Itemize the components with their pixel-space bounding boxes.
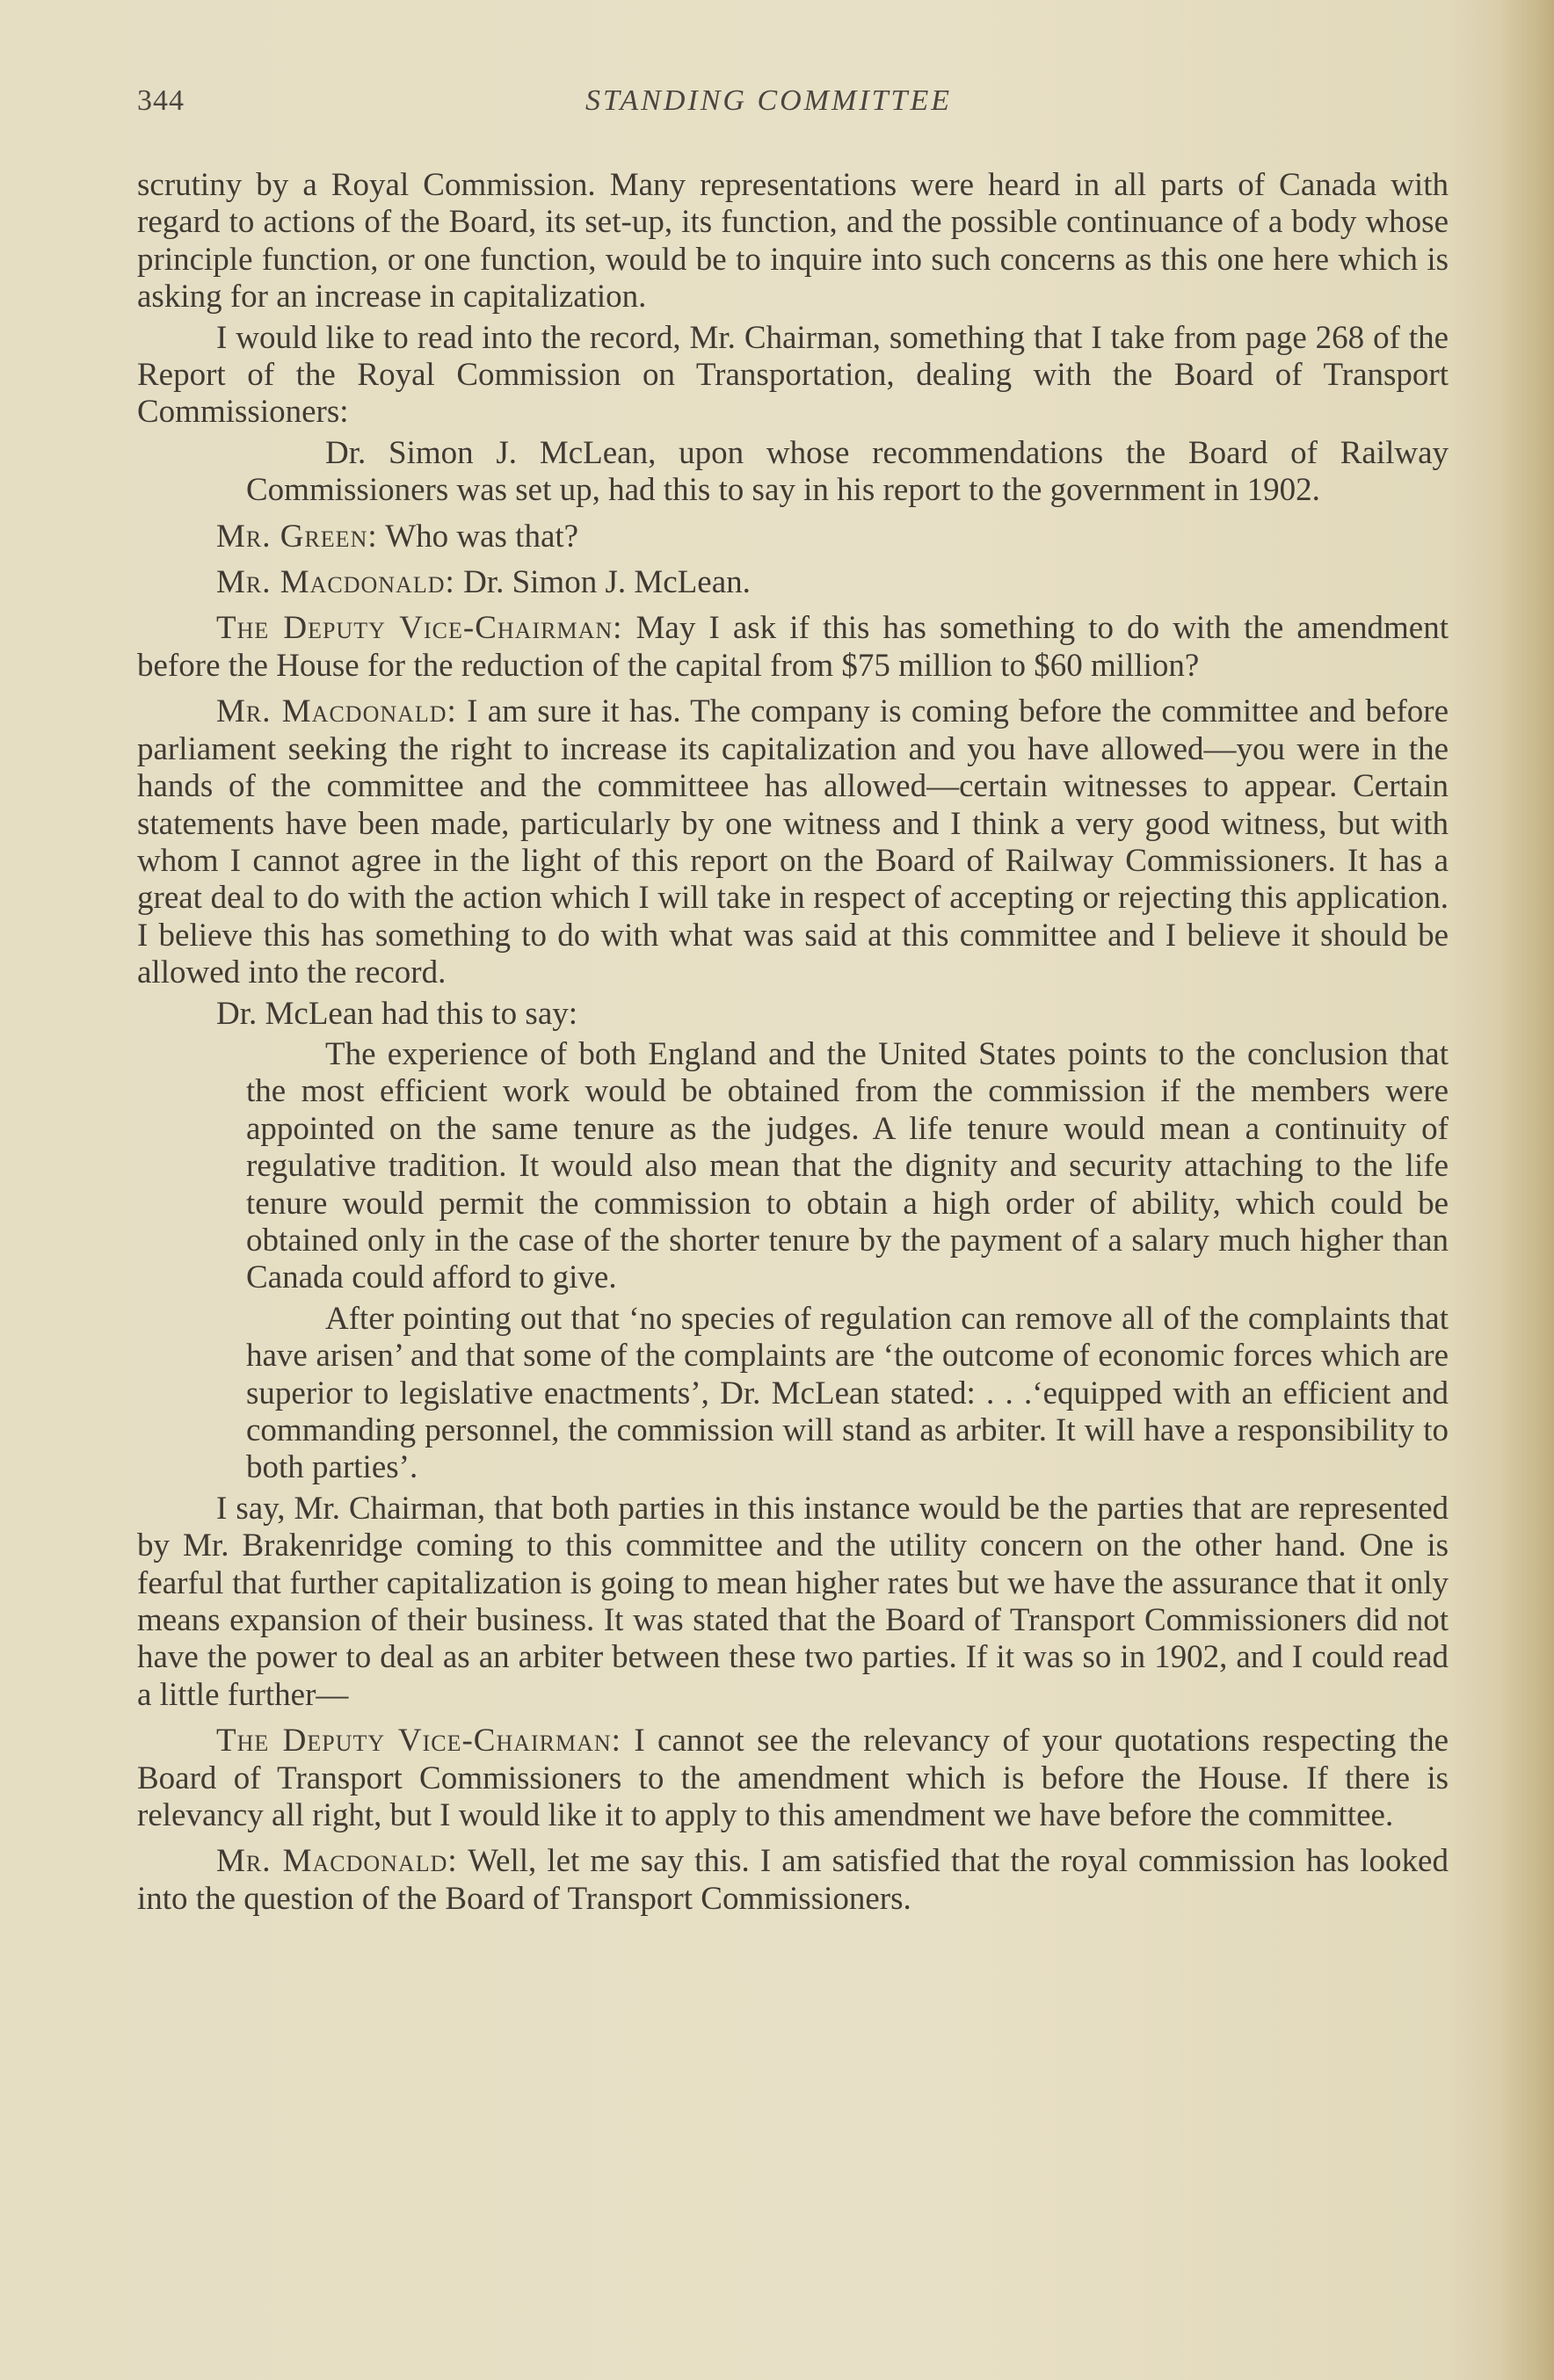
speaker-name: Mr. Macdonald:	[216, 693, 457, 730]
paragraph: I say, Mr. Chairman, that both parties in this instance would be the parties that are represented by Mr. Brakenridge coming to this committee and the utility concern on the other hand. One is fearful that further capitalization is going to mean higher rates but we have the assurance that it only means expansion of their business. It was stated that the Board of Transport Commissioners did not have the power to deal as an arbiter between these two parties. If it was so in 1902, and I could read a little further—	[137, 1490, 1449, 1713]
speaker-name: Mr. Macdonald:	[216, 564, 455, 601]
page-edge-shading	[1501, 0, 1554, 2380]
speaker-name: The Deputy Vice-Chairman:	[216, 610, 623, 647]
block-quote: After pointing out that ‘no species of regulation can remove all of the complaints that have arisen’ and that some of the complaints are ‘the outcome of economic forces which are superior to legislative enactments’, Dr. McLean stated: . . .‘equipped with an efficient and commanding personnel, the commission will stand as arbiter. It will have a responsibility to both parties’.	[246, 1300, 1449, 1486]
speaker-paragraph: The Deputy Vice-Chairman: May I ask if this has something to do with the amendment before the House for the reduction of the capital from $75 million to $60 million?	[137, 610, 1449, 684]
speaker-name: Mr. Macdonald:	[216, 1843, 458, 1880]
speaker-paragraph: Mr. Green: Who was that?	[216, 518, 579, 555]
paragraph: Dr. McLean had this to say:	[216, 995, 578, 1032]
speaker-paragraph: Mr. Macdonald: Dr. Simon J. McLean.	[216, 564, 751, 601]
body-text	[137, 167, 1449, 1921]
running-head: STANDING COMMITTEE	[585, 84, 952, 117]
page-header	[137, 84, 1456, 128]
speaker-name: The Deputy Vice-Chairman:	[216, 1723, 621, 1760]
paragraph: scrutiny by a Royal Commission. Many representations were heard in all parts of Canada with regard to actions of the Board, its set-up, its function, and the possible continuance of a body whose principle function, or one function, would be to inquire into such concerns as this one here which is asking for an increase in capitalization.	[137, 167, 1449, 316]
paragraph: I would like to read into the record, Mr. Chairman, something that I take from page 268 of the Report of the Royal Commission on Transportation, dealing with the Board of Transport Commissioners:	[137, 319, 1449, 431]
page-number: 344	[137, 84, 185, 117]
speaker-paragraph: Mr. Macdonald: I am sure it has. The company is coming before the committee and before parliament seeking the right to increase its capitalization and you have allowed—you were in the hands of the committee and the committeee has allowed—certain witnesses to appear. Certain statements have been made, particularly by one witness and I think a very good witness, but with whom I cannot agree in the light of this report on the Board of Railway Commissioners. It has a great deal to do with the action which I will take in respect of accepting or rejecting this application. I believe this has something to do with what was said at this committee and I believe it should be allowed into the record.	[137, 693, 1449, 991]
speaker-name: Mr. Green:	[216, 518, 378, 555]
block-quote: Dr. Simon J. McLean, upon whose recommendations the Board of Railway Commissioners was set up, had this to say in his report to the government in 1902.	[246, 434, 1449, 509]
speaker-paragraph: Mr. Macdonald: Well, let me say this. I am satisfied that the royal commission has looked into the question of the Board of Transport Commissioners.	[137, 1843, 1449, 1917]
block-quote: The experience of both England and the United States points to the conclusion that the most efficient work would be obtained from the commission if the members were appointed on the same tenure as the judges. A life tenure would mean a continuity of regulative tradition. It would also mean that the dignity and security attaching to the life tenure would permit the commission to obtain a high order of ability, which could be obtained only in the case of the shorter tenure by the payment of a salary much higher than Canada could afford to give.	[246, 1035, 1449, 1296]
speaker-paragraph: The Deputy Vice-Chairman: I cannot see the relevancy of your quotations respecting the Board of Transport Commissioners to the amendment which is before the House. If there is relevancy all right, but I would like it to apply to this amendment we have before the committee.	[137, 1723, 1449, 1834]
